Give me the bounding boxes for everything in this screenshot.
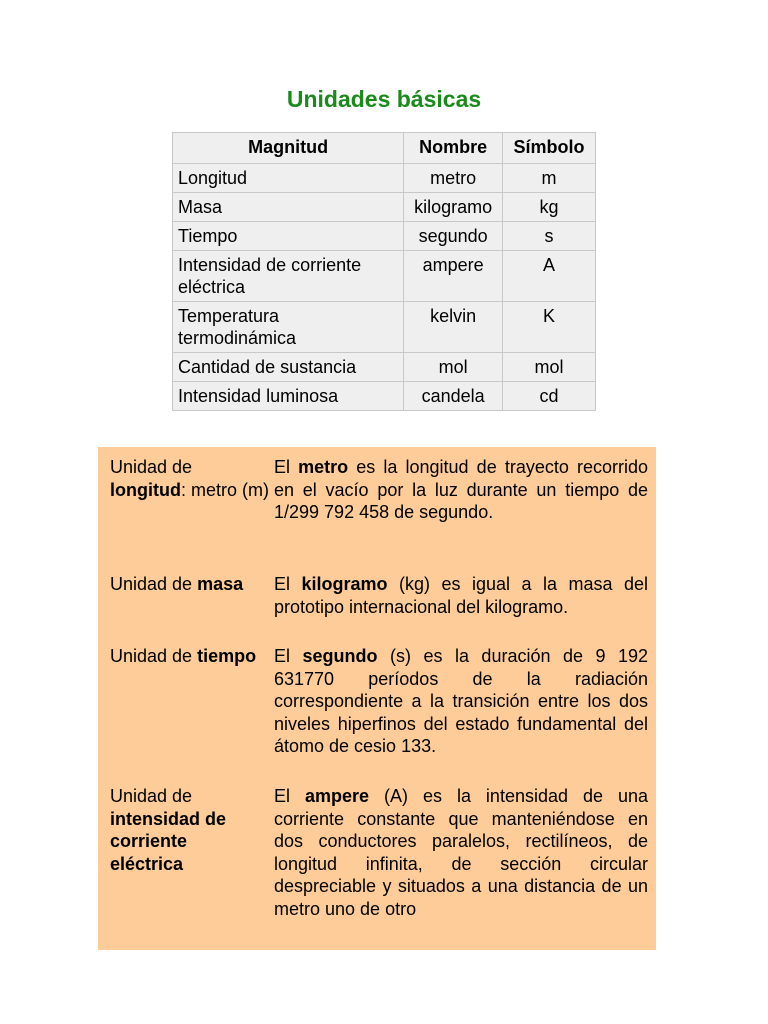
cell-nombre: metro bbox=[404, 164, 503, 193]
table-row bbox=[173, 193, 596, 222]
cell-magnitud: Longitud bbox=[173, 164, 404, 193]
cell-simbolo: s bbox=[503, 222, 596, 251]
cell-nombre: segundo bbox=[404, 222, 503, 251]
units-table bbox=[172, 132, 596, 411]
cell-magnitud: Intensidad luminosa bbox=[173, 382, 404, 411]
table-row bbox=[173, 164, 596, 193]
cell-simbolo: A bbox=[503, 251, 596, 302]
cell-nombre: candela bbox=[404, 382, 503, 411]
cell-magnitud: Cantidad de sustancia bbox=[173, 353, 404, 382]
definition-term: Unidad de longitud: metro (m) bbox=[110, 457, 269, 500]
header-magnitud: Magnitud bbox=[173, 133, 404, 164]
definition-term: Unidad de masa bbox=[110, 574, 244, 594]
cell-nombre: mol bbox=[404, 353, 503, 382]
page-title: Unidades básicas bbox=[286, 86, 482, 112]
definitions-box bbox=[98, 447, 656, 950]
cell-simbolo: kg bbox=[503, 193, 596, 222]
cell-magnitud: Intensidad de corriente eléctrica bbox=[173, 251, 404, 302]
definition-text: El segundo (s) es la duración de 9 192 631770 períodos de la radiación correspondiente a la transición entre los dos niveles hiperfinos del estado fundamental del átomo de cesio 133. bbox=[274, 646, 648, 756]
table-row bbox=[173, 353, 596, 382]
table-header-row bbox=[173, 133, 596, 164]
definition-text: El kilogramo (kg) es igual a la masa del prototipo internacional del kilogramo. bbox=[274, 574, 648, 617]
cell-nombre: kelvin bbox=[404, 302, 503, 353]
table-row bbox=[173, 251, 596, 302]
cell-nombre: ampere bbox=[404, 251, 503, 302]
definition-text: El ampere (A) es la intensidad de una corriente constante que manteniéndose en dos conductores paralelos, rectilíneos, de longitud infinita, de sección circular despreciable y situados a una distancia de un metro uno de otro bbox=[274, 786, 648, 919]
cell-simbolo: cd bbox=[503, 382, 596, 411]
cell-nombre: kilogramo bbox=[404, 193, 503, 222]
definition-term: Unidad de intensidad de corriente eléctrica bbox=[110, 786, 227, 874]
table-row bbox=[173, 302, 596, 353]
header-nombre: Nombre bbox=[404, 133, 503, 164]
table-row bbox=[173, 382, 596, 411]
definition-text: El metro es la longitud de trayecto recorrido en el vacío por la luz durante un tiempo de 1/299 792 458 de segundo. bbox=[274, 457, 648, 522]
cell-magnitud: Tiempo bbox=[173, 222, 404, 251]
definition-term: Unidad de tiempo bbox=[110, 646, 257, 666]
cell-magnitud: Masa bbox=[173, 193, 404, 222]
cell-magnitud: Temperatura termodinámica bbox=[173, 302, 404, 353]
cell-simbolo: m bbox=[503, 164, 596, 193]
table-row bbox=[173, 222, 596, 251]
cell-simbolo: K bbox=[503, 302, 596, 353]
cell-simbolo: mol bbox=[503, 353, 596, 382]
header-simbolo: Símbolo bbox=[503, 133, 596, 164]
